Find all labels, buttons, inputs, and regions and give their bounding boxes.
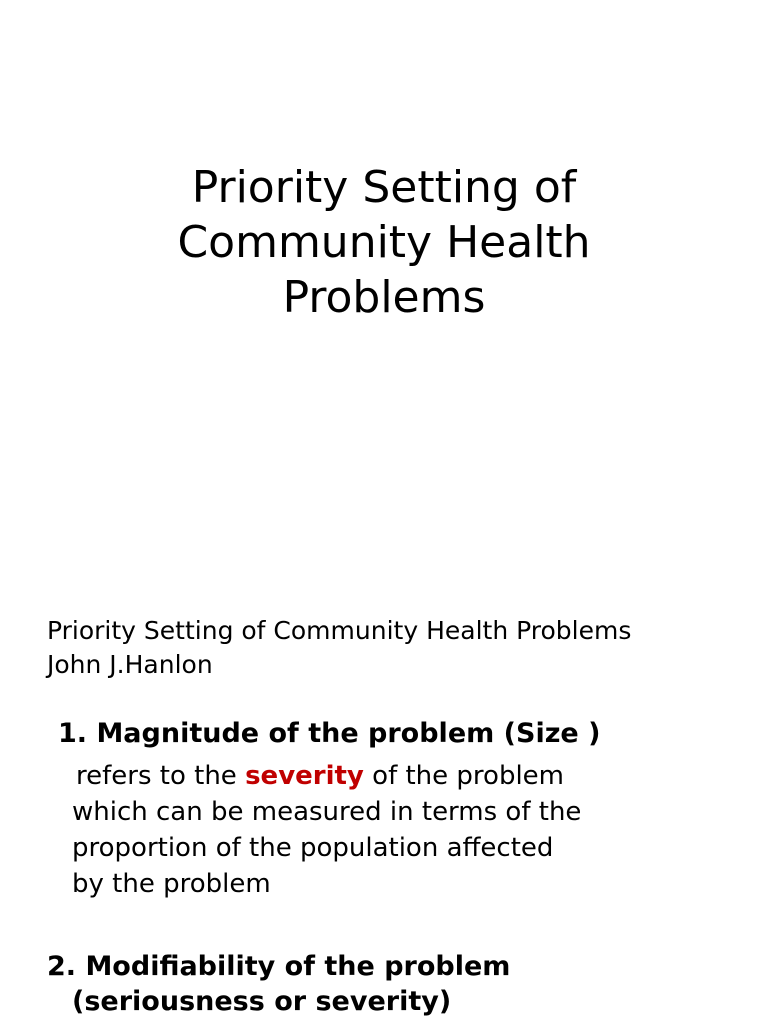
- slide-subtitle: [47, 614, 747, 682]
- title-line: Community Health: [177, 217, 591, 268]
- subtitle-topic: Priority Setting of Community Health Problems: [47, 616, 632, 645]
- description-line: [72, 758, 581, 794]
- description-line: by the problem: [72, 869, 271, 899]
- description-prefix: refers to the: [76, 761, 237, 791]
- description-line: which can be measured in terms of the: [72, 797, 582, 827]
- criterion-2-heading-line: (seriousness or severity): [72, 986, 452, 1017]
- description-suffix: of the problem: [363, 761, 564, 791]
- description-line: proportion of the population affected: [72, 833, 554, 863]
- title-line: Priority Setting of: [191, 162, 577, 213]
- subtitle-author: John J.Hanlon: [47, 650, 213, 679]
- criterion-1-description: [72, 758, 581, 902]
- title-line: Problems: [282, 272, 486, 323]
- criterion-2-heading-line: 2. Modifiability of the problem: [47, 951, 511, 982]
- criterion-1-heading: 1. Magnitude of the problem (Size ): [58, 718, 601, 749]
- criterion-2-heading: [47, 949, 510, 1019]
- severity-highlight: severity: [245, 761, 364, 791]
- slide-title: [0, 160, 768, 325]
